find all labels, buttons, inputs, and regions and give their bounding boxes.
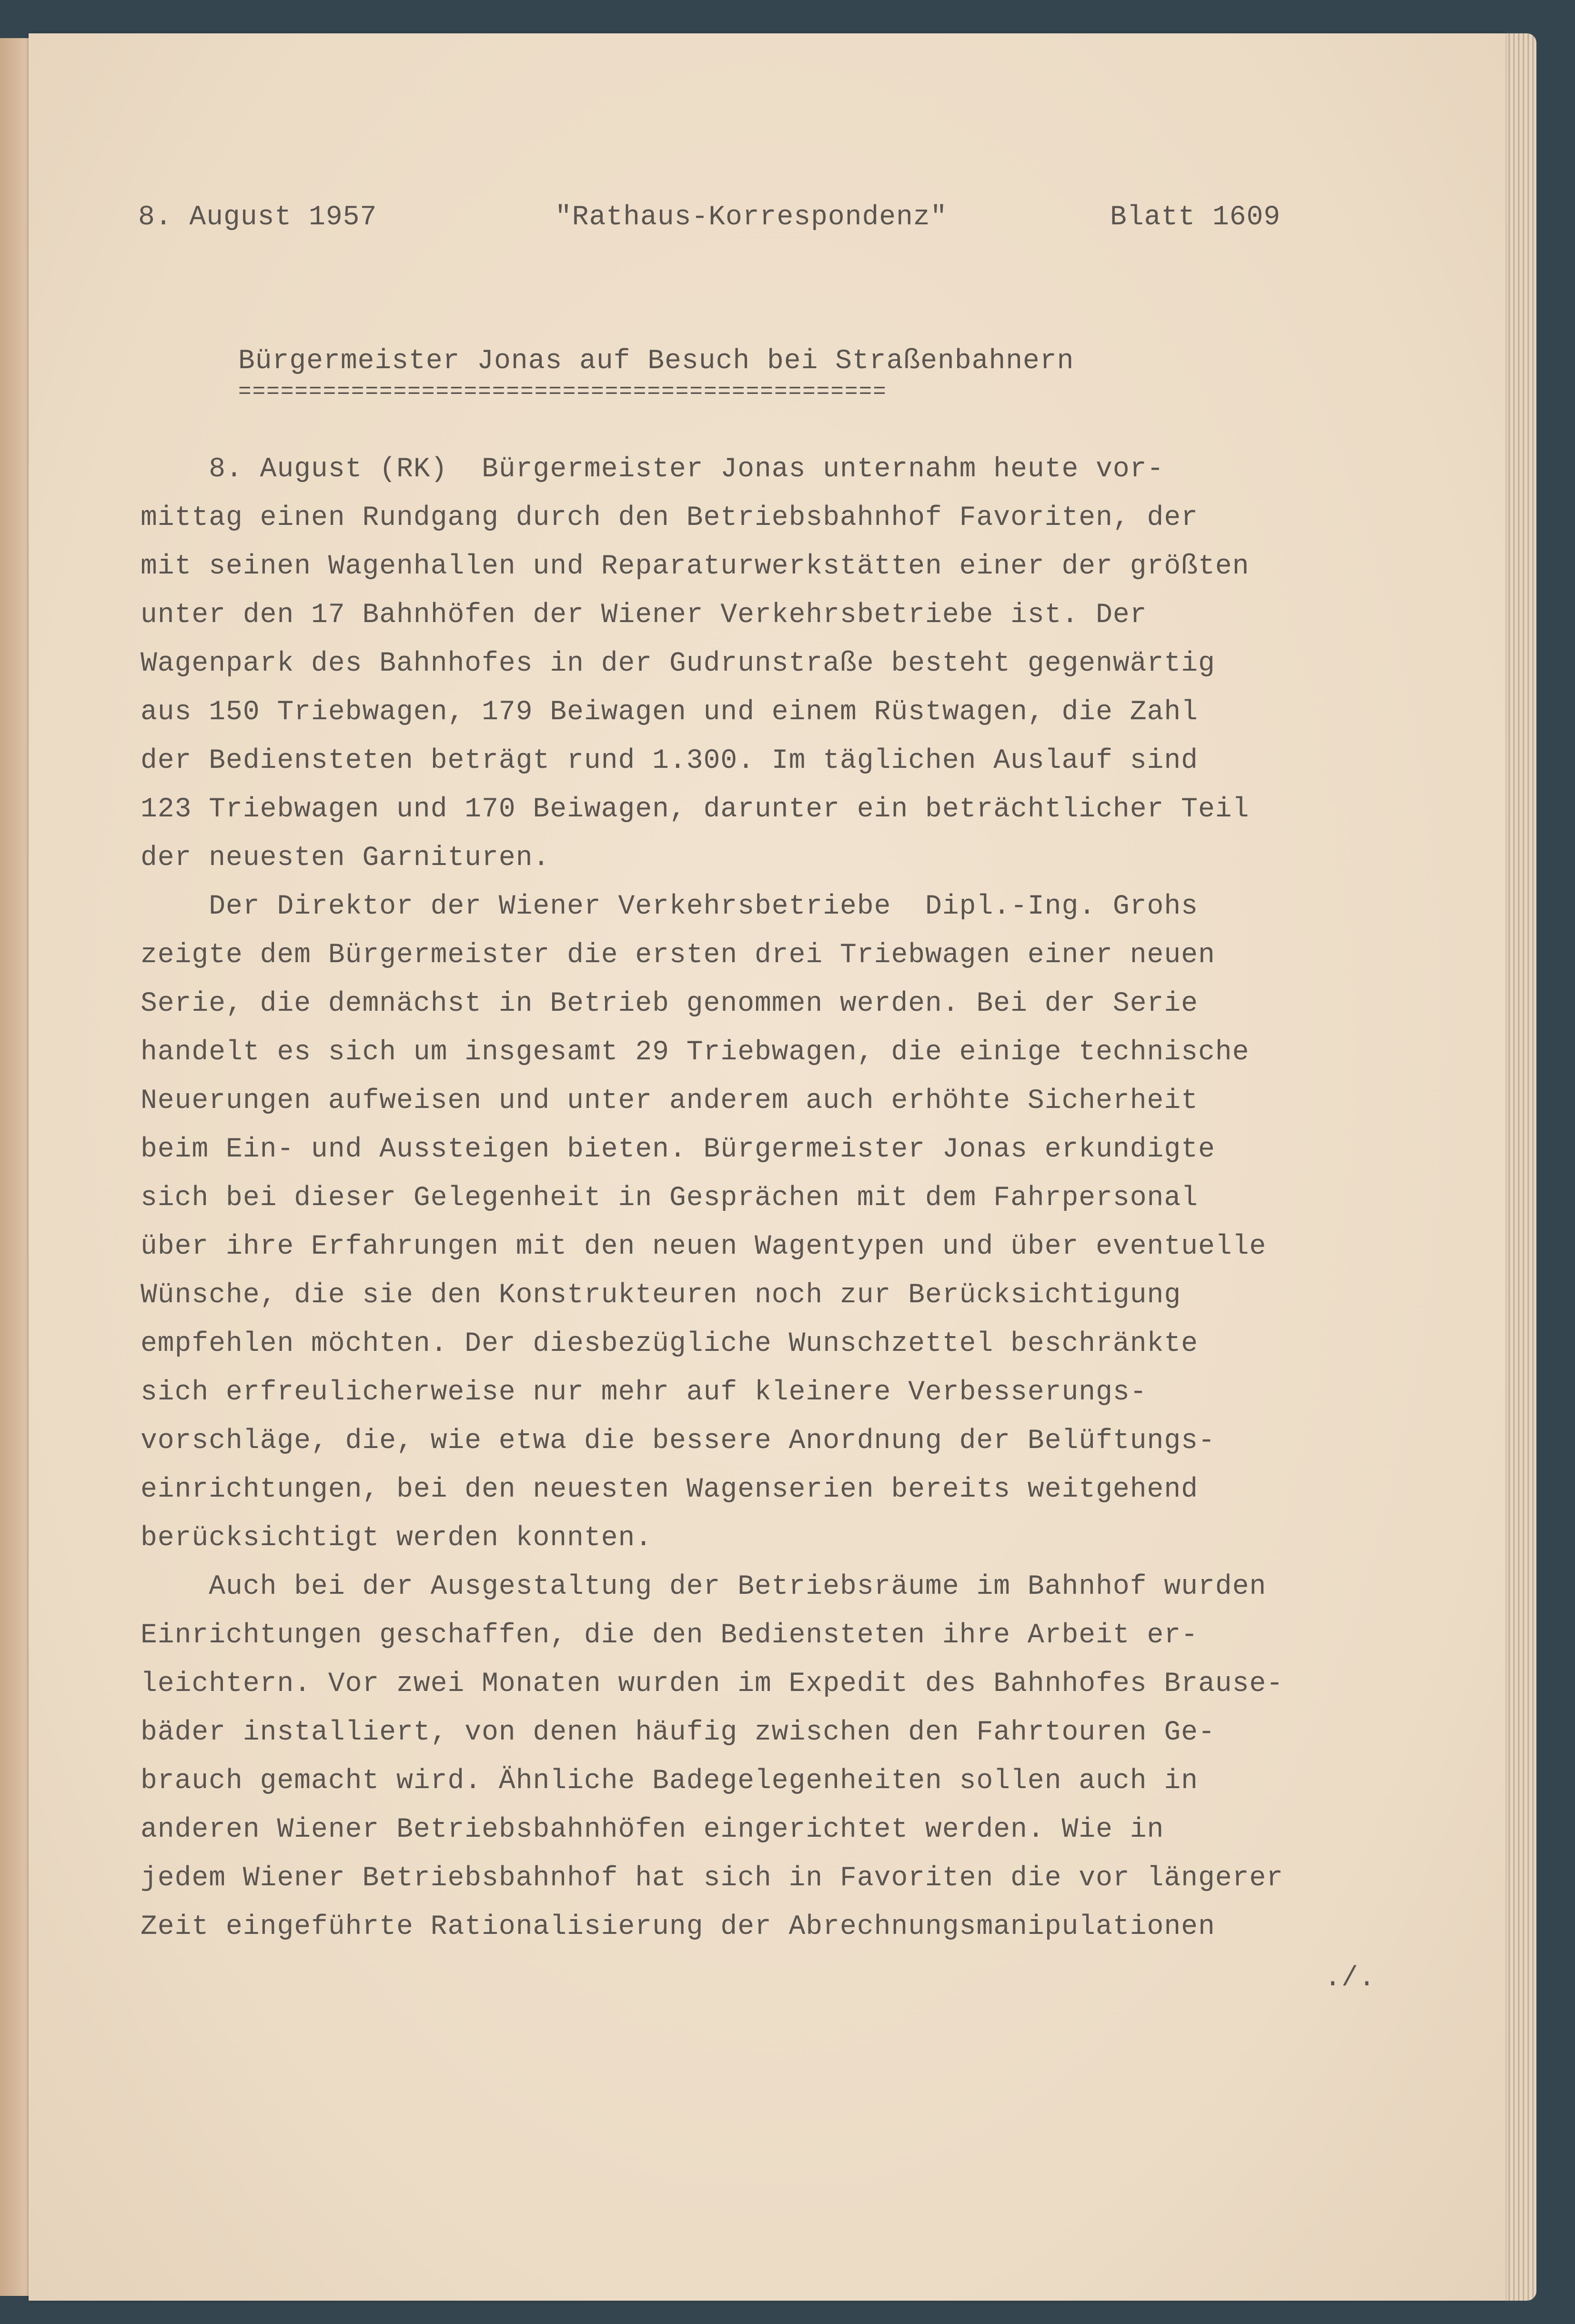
text-line: vorschläge, die, wie etwa die bessere Anordnung der Belüftungs-	[141, 1426, 1215, 1457]
text-line: Einrichtungen geschaffen, die den Bediensteten ihre Arbeit er-	[141, 1620, 1198, 1651]
text-line: der Bediensteten beträgt rund 1.300. Im täglichen Auslauf sind	[141, 745, 1198, 776]
text-line: sich erfreulicherweise nur mehr auf kleinere Verbesserungs-	[141, 1377, 1147, 1408]
text-line: mittag einen Rundgang durch den Betriebsbahnhof Favoriten, der	[141, 503, 1198, 533]
text-line: handelt es sich um insgesamt 29 Triebwagen, die einige technische	[141, 1037, 1250, 1068]
text-line: Wünsche, die sie den Konstrukteuren noch zur Berücksichtigung	[141, 1280, 1181, 1311]
text-line: unter den 17 Bahnhöfen der Wiener Verkehrsbetriebe ist. Der	[141, 600, 1147, 631]
text-line: Neuerungen aufweisen und unter anderem auch erhöhte Sicherheit	[141, 1086, 1198, 1117]
text-line: empfehlen möchten. Der diesbezügliche Wunschzettel beschränkte	[141, 1328, 1198, 1359]
text-line: 8. August (RK) Bürgermeister Jonas unternahm heute vor-	[141, 454, 1164, 485]
paragraph-1	[141, 445, 1484, 883]
paragraph-3	[141, 1563, 1484, 1952]
text-line: sich bei dieser Gelegenheit in Gesprächen mit dem Fahrpersonal	[141, 1183, 1198, 1214]
text-line: brauch gemacht wird. Ähnliche Badegelegenheiten sollen auch in	[141, 1766, 1198, 1797]
text-line: Zeit eingeführte Rationalisierung der Abrechnungsmanipulationen	[141, 1912, 1215, 1942]
text-line: bäder installiert, von denen häufig zwischen den Fahrtouren Ge-	[141, 1717, 1215, 1748]
text-line: Der Direktor der Wiener Verkehrsbetriebe Dipl.-Ing. Grohs	[141, 891, 1198, 922]
text-line: zeigte dem Bürgermeister die ersten drei Triebwagen einer neuen	[141, 940, 1215, 971]
text-line: einrichtungen, bei den neuesten Wagenserien bereits weitgehend	[141, 1474, 1198, 1505]
continuation-mark: ./.	[1324, 1963, 1376, 1994]
article-headline: Bürgermeister Jonas auf Besuch bei Straßenbahnern	[238, 346, 1074, 377]
header-sheet-number: Blatt 1609	[1110, 202, 1281, 233]
text-line: Auch bei der Ausgestaltung der Betriebsräume im Bahnhof wurden	[141, 1571, 1267, 1602]
text-line: 123 Triebwagen und 170 Beiwagen, darunter ein beträchtlicher Teil	[141, 794, 1250, 825]
text-line: über ihre Erfahrungen mit den neuen Wagentypen und über eventuelle	[141, 1231, 1267, 1262]
text-line: Serie, die demnächst in Betrieb genommen werden. Bei der Serie	[141, 988, 1198, 1019]
text-line: der neuesten Garnituren.	[141, 843, 550, 874]
text-line: beim Ein- und Aussteigen bieten. Bürgermeister Jonas erkundigte	[141, 1134, 1215, 1165]
header-publication: "Rathaus-Korrespondenz"	[555, 202, 948, 233]
text-line: mit seinen Wagenhallen und Reparaturwerkstätten einer der größten	[141, 551, 1250, 582]
text-line: anderen Wiener Betriebsbahnhöfen eingerichtet werden. Wie in	[141, 1814, 1164, 1845]
text-line: jedem Wiener Betriebsbahnhof hat sich in Favoriten die vor längerer	[141, 1863, 1283, 1894]
header-date: 8. August 1957	[138, 202, 377, 233]
page-stack-edge	[1501, 33, 1536, 2301]
text-line: leichtern. Vor zwei Monaten wurden im Expedit des Bahnhofes Brause-	[141, 1669, 1283, 1700]
text-line: berücksichtigt werden konnten.	[141, 1523, 653, 1554]
article-body	[141, 445, 1484, 1952]
headline-double-rule: ==============================================	[238, 380, 887, 404]
text-line: Wagenpark des Bahnhofes in der Gudrunstraße besteht gegenwärtig	[141, 648, 1215, 679]
paragraph-2	[141, 883, 1484, 1563]
text-line: aus 150 Triebwagen, 179 Beiwagen und einem Rüstwagen, die Zahl	[141, 697, 1198, 728]
